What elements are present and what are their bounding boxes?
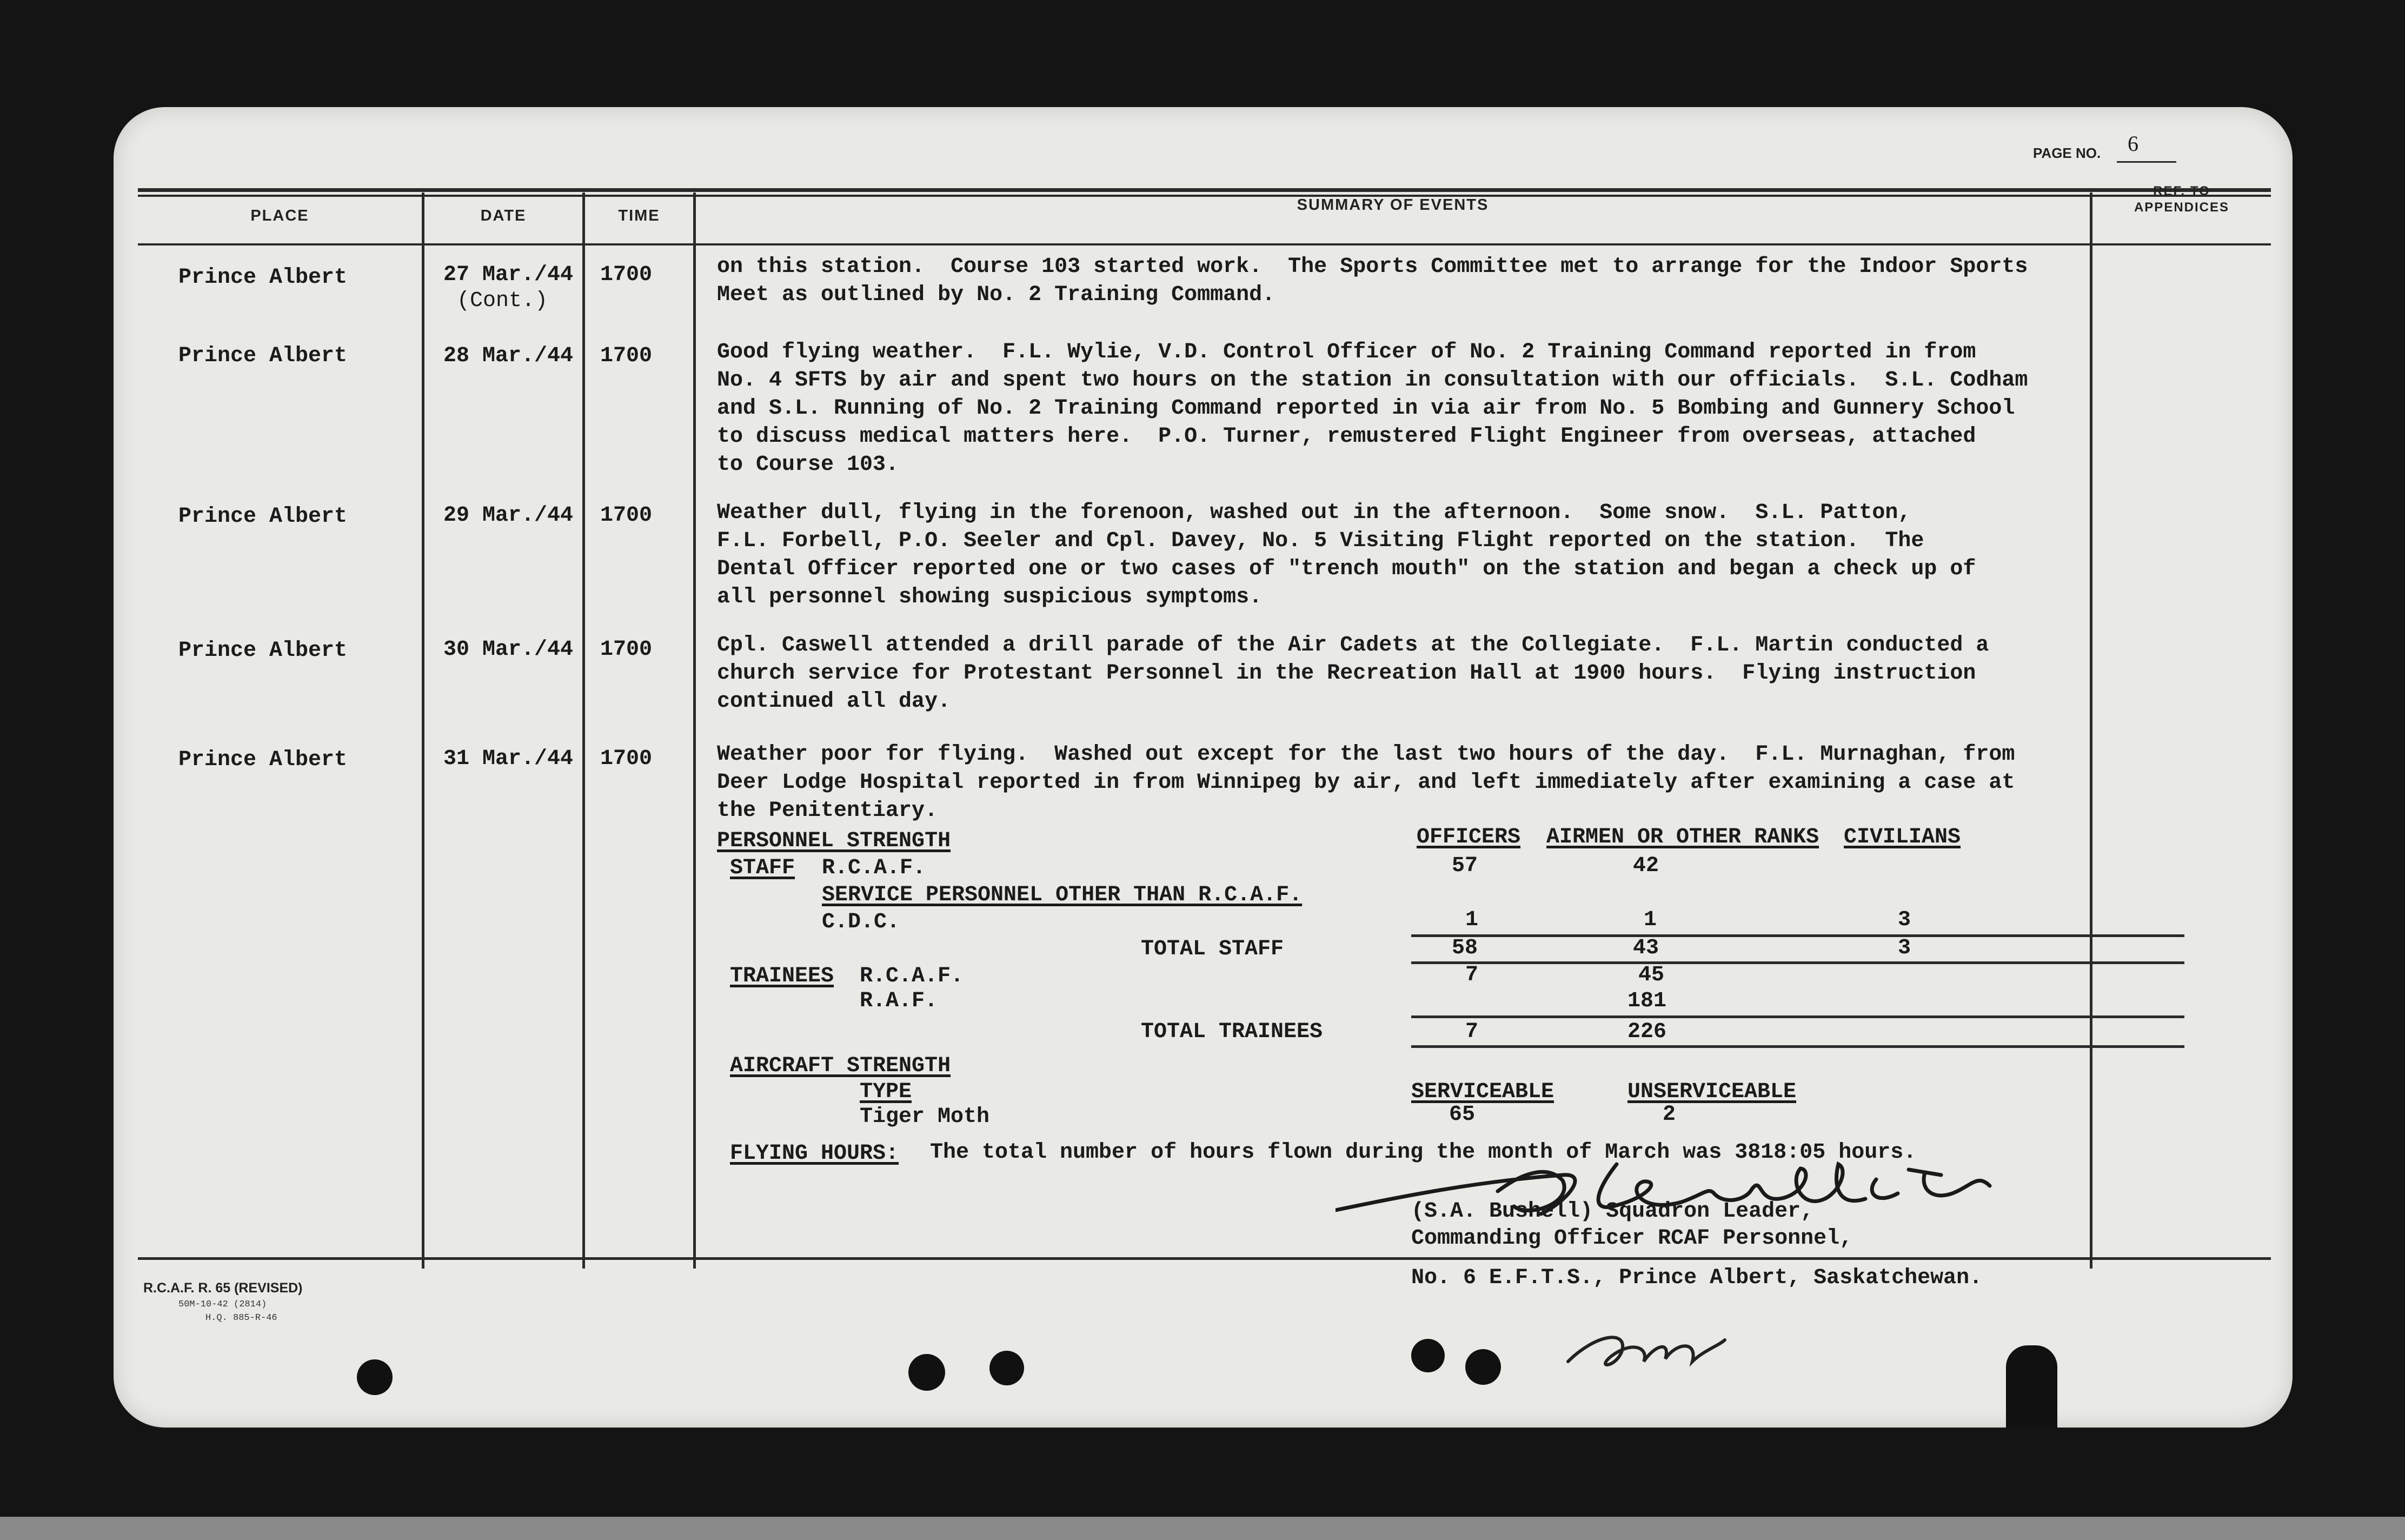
film-edge — [0, 1517, 2405, 1540]
staff-label: STAFF — [730, 856, 795, 880]
staff-rcaf-airmen: 42 — [1633, 854, 1659, 878]
summary-line: to discuss medical matters here. P.O. Turner, remustered Flight Engineer from overseas, attached — [717, 424, 1976, 449]
cdc-officers: 1 — [1465, 908, 1479, 932]
summary-line: Weather poor for flying. Washed out except for the last two hours of the day. F.L. Murnaghan, from — [717, 742, 2015, 767]
col-officers: OFFICERS — [1417, 825, 1521, 849]
aircraft-type: Tiger Moth — [860, 1105, 990, 1129]
summary-line: church service for Protestant Personnel in the Recreation Hall at 1900 hours. Flying instruction — [717, 661, 1976, 686]
trainees-rcaf-officers: 7 — [1465, 963, 1479, 987]
entry-date: 31 Mar./44 — [443, 747, 574, 771]
entry-date: 30 Mar./44 — [443, 638, 574, 662]
summary-line: Weather dull, flying in the forenoon, washed out in the afternoon. Some snow. S.L. Patton, — [717, 501, 1911, 525]
cdc-label: C.D.C. — [822, 910, 900, 934]
trainees-label: TRAINEES — [730, 964, 834, 988]
col-divider-date — [582, 192, 585, 1269]
staff-rcaf: R.C.A.F. — [822, 856, 926, 880]
flying-hours-text: The total number of hours flown during the month of March was 3818:05 hours. — [930, 1140, 1917, 1165]
total-staff-airmen: 43 — [1633, 936, 1659, 960]
flying-hours-label: FLYING HOURS: — [730, 1141, 899, 1166]
header-top-rule — [138, 188, 2271, 192]
summary-line: Deer Lodge Hospital reported in from Winnipeg by air, and left immediately after examining a case at — [717, 771, 2015, 795]
punch-hole — [908, 1354, 945, 1391]
signature-line-3: No. 6 E.F.T.S., Prince Albert, Saskatchewan. — [1411, 1266, 1983, 1290]
summary-line: on this station. Course 103 started work. The Sports Committee met to arrange for the Indoor Sports — [717, 255, 2028, 279]
punch-notch — [2006, 1345, 2057, 1428]
page-no-underline — [2117, 161, 2176, 163]
summary-line: the Penitentiary. — [717, 799, 938, 823]
cdc-airmen: 1 — [1644, 908, 1657, 932]
col-divider-time — [693, 192, 696, 1269]
entry-place: Prince Albert — [178, 265, 348, 290]
entry-place: Prince Albert — [178, 505, 348, 529]
summary-line: continued all day. — [717, 689, 951, 714]
serviceable-label: SERVICEABLE — [1411, 1080, 1554, 1104]
summary-line: No. 4 SFTS by air and spent two hours on the station in consultation with our officials. S.L. Codham — [717, 368, 2028, 393]
form-print-1: 50M-10-42 (2814) — [178, 1299, 267, 1310]
entry-time: 1700 — [600, 263, 653, 287]
total-trainees-airmen: 226 — [1627, 1020, 1667, 1044]
header-ref-2: APPENDICES — [2134, 200, 2230, 215]
header-date: DATE — [480, 207, 527, 224]
entry-place: Prince Albert — [178, 344, 348, 368]
punch-hole — [1465, 1349, 1501, 1385]
trainees-rcaf: R.C.A.F. — [860, 964, 964, 988]
total-trainees-officers: 7 — [1465, 1020, 1479, 1044]
summary-line: Dental Officer reported one or two cases of "trench mouth" on the station and began a check up of — [717, 557, 1976, 581]
entry-place: Prince Albert — [178, 639, 348, 663]
form-print-2: H.Q. 885-R-46 — [205, 1313, 277, 1323]
summary-line: to Course 103. — [717, 453, 899, 477]
header-bottom-rule — [138, 243, 2271, 245]
punch-hole — [1411, 1339, 1445, 1372]
total-staff-officers: 58 — [1452, 936, 1478, 960]
total-trainees-label: TOTAL TRAINEES — [1141, 1020, 1323, 1044]
rule-raf — [1411, 1015, 2184, 1018]
summary-line: Good flying weather. F.L. Wylie, V.D. Control Officer of No. 2 Training Command reported in from — [717, 340, 1976, 364]
handwritten-initials — [1563, 1318, 1736, 1378]
summary-line: F.L. Forbell, P.O. Seeler and Cpl. Davey, No. 5 Visiting Flight reported on the station. The — [717, 529, 1924, 553]
header-summary: SUMMARY OF EVENTS — [1297, 196, 1489, 214]
entry-place: Prince Albert — [178, 748, 348, 772]
entry-time: 1700 — [600, 344, 653, 368]
page-number: 6 — [2128, 131, 2138, 156]
header-time: TIME — [618, 207, 660, 224]
aircraft-strength-title: AIRCRAFT STRENGTH — [730, 1054, 951, 1078]
entry-time: 1700 — [600, 747, 653, 771]
col-divider-summary — [2090, 192, 2092, 1269]
form-code: R.C.A.F. R. 65 (REVISED) — [143, 1280, 303, 1296]
personnel-strength-title: PERSONNEL STRENGTH — [717, 829, 951, 853]
aircraft-unserviceable: 2 — [1663, 1103, 1676, 1127]
summary-line: all personnel showing suspicious symptoms. — [717, 585, 1263, 609]
entry-date-cont: (Cont.) — [457, 289, 548, 313]
entry-time: 1700 — [600, 503, 653, 528]
entry-date: 28 Mar./44 — [443, 344, 574, 368]
entry-time: 1700 — [600, 638, 653, 662]
unserviceable-label: UNSERVICEABLE — [1627, 1080, 1797, 1104]
summary-line: Meet as outlined by No. 2 Training Command. — [717, 283, 1275, 307]
signature-line-1: (S.A. Bushell) Squadron Leader, — [1411, 1199, 1814, 1224]
col-airmen: AIRMEN OR OTHER RANKS — [1546, 825, 1819, 849]
total-staff-label: TOTAL STAFF — [1141, 937, 1284, 961]
diary-card — [114, 107, 2293, 1428]
trainees-raf: R.A.F. — [860, 989, 938, 1013]
trainees-raf-airmen: 181 — [1627, 989, 1667, 1013]
rule-cdc — [1411, 934, 2184, 937]
signature-line-2: Commanding Officer RCAF Personnel, — [1411, 1226, 1853, 1251]
header-ref-1: REF. TO — [2153, 184, 2210, 198]
trainees-rcaf-airmen: 45 — [1638, 963, 1665, 987]
aircraft-serviceable: 65 — [1449, 1103, 1476, 1127]
table-bottom-rule — [138, 1257, 2271, 1260]
aircraft-type-label: TYPE — [860, 1080, 912, 1104]
punch-hole — [989, 1351, 1024, 1385]
page-no-label: PAGE NO. — [2033, 145, 2101, 161]
summary-line: Cpl. Caswell attended a drill parade of the Air Cadets at the Collegiate. F.L. Martin conducted a — [717, 633, 1989, 658]
header-place: PLACE — [250, 207, 309, 224]
service-personnel-label: SERVICE PERSONNEL OTHER THAN R.C.A.F. — [822, 883, 1303, 907]
summary-line: and S.L. Running of No. 2 Training Command reported in via air from No. 5 Bombing and Gunnery School — [717, 396, 2015, 421]
cdc-civilians: 3 — [1898, 908, 1911, 932]
entry-date: 29 Mar./44 — [443, 503, 574, 528]
rule-total-trainees — [1411, 1045, 2184, 1048]
staff-rcaf-officers: 57 — [1452, 854, 1478, 878]
entry-date: 27 Mar./44 — [443, 263, 574, 287]
col-divider-place — [422, 192, 424, 1269]
col-civilians: CIVILIANS — [1844, 825, 1961, 849]
punch-hole — [357, 1359, 393, 1395]
rule-total-staff — [1411, 961, 2184, 964]
total-staff-civilians: 3 — [1898, 936, 1911, 960]
